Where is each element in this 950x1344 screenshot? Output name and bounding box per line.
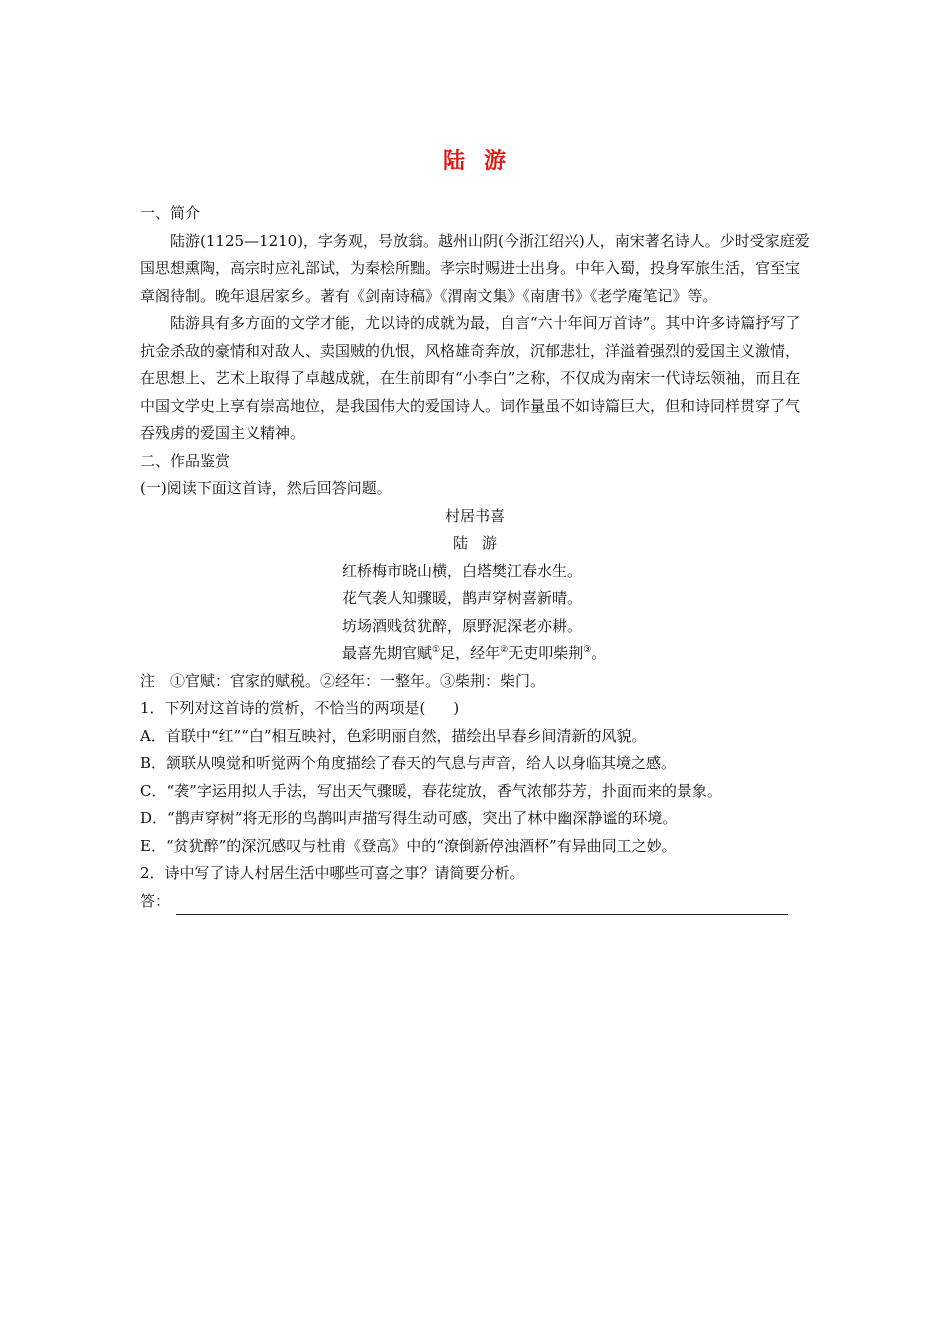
- poem-line: 花气袭人知骤暖，鹊声穿树喜新晴。: [342, 589, 583, 607]
- question-text: ): [453, 699, 460, 717]
- intro-paragraph-2: 陆游具有多方面的文学才能，尤以诗的成就为最，自言“六十年间万首诗”。其中许多诗篇抒写了抗金杀敌的豪情和对敌人、卖国贼的仇恨，风格雄奇奔放，沉郁悲壮，洋溢着强烈的爱国主义激情，在思想上、艺术上取得了卓越成就，在生前即有“小李白”之称，不仅成为南宋一代诗坛领袖，而且在中国文学史上享有崇高地位，是我国伟大的爱国诗人。词作量虽不如诗篇巨大，但和诗同样贯穿了气吞残虏的爱国主义精神。: [140, 314, 801, 442]
- poem-line-last: [342, 640, 810, 668]
- section-heading-appreciation: 二、作品鉴赏: [140, 451, 231, 470]
- poem-line: 坊场酒贱贫犹醉，原野泥深老亦耕。: [342, 616, 583, 635]
- poem-author-char-2: 游: [482, 534, 498, 552]
- question-1-stem: [140, 695, 810, 723]
- option-d: D．“鹊声穿树”将无形的鸟鹊叫声描写得生动可感，突出了林中幽深静谧的环境。: [140, 809, 678, 827]
- question-2-stem: 2．诗中写了诗人村居生活中哪些可喜之事？请简要分析。: [140, 864, 525, 882]
- title-char-1: 陆: [442, 148, 466, 174]
- intro-paragraph-1: 陆游(1125—1210)，字务观，号放翁。越州山阴(今浙江绍兴)人，南宋著名诗人。少时受家庭爱国思想熏陶，高宗时应礼部试，为秦桧所黜。孝宗时赐进士出身。中年入蜀，投身军旅生活，官至宝章阁待制。晚年退居家乡。著有《剑南诗稿》《渭南文集》《南唐书》《老学庵笔记》等。: [140, 231, 810, 305]
- question-text: 1．下列对这首诗的赏析，不恰当的两项是(: [140, 699, 426, 717]
- section-heading-intro: 一、简介: [140, 204, 201, 222]
- document-body: [140, 200, 810, 915]
- poem-lines: [140, 558, 810, 668]
- poem-author: [140, 530, 810, 558]
- option-c: C．“袭”字运用拟人手法，写出天气骤暖，春花绽放，香气浓郁芬芳，扑面而来的景象。: [140, 781, 722, 800]
- poem-text: 足，经年: [440, 644, 501, 662]
- poem-line: 红桥梅市晓山横，白塔樊江春水生。: [342, 561, 583, 580]
- poem-text: 无吏叩柴荆: [508, 644, 584, 662]
- option-b: B．颔联从嗅觉和听觉两个角度描绘了春天的气息与声音，给人以身临其境之感。: [140, 754, 677, 772]
- poem-text: 最喜先期官赋: [342, 644, 433, 662]
- title-char-2: 游: [484, 148, 508, 174]
- answer-label: 答：: [140, 891, 171, 910]
- footnote-mark: ①: [432, 645, 441, 655]
- option-a: A．首联中“红”“白”相互映衬，色彩明丽自然，描绘出早春乡间清新的风貌。: [140, 726, 647, 745]
- poem-author-char-1: 陆: [452, 534, 468, 552]
- annotation-note: 注 ①官赋：官家的赋税。②经年：一整年。③柴荆：柴门。: [140, 671, 546, 690]
- option-e: E．“贫犹醉”的深沉感叹与杜甫《登高》中的“潦倒新停浊酒杯”有异曲同工之妙。: [140, 836, 677, 855]
- answer-row: [140, 888, 810, 916]
- footnote-mark: ②: [500, 645, 509, 655]
- page-title: [0, 144, 950, 175]
- reading-instruction: (一)阅读下面这首诗，然后回答问题。: [140, 479, 392, 497]
- footnote-mark: ③: [583, 645, 592, 655]
- poem-text: 。: [591, 644, 607, 662]
- answer-line[interactable]: [176, 892, 788, 915]
- poem-title: 村居书喜: [444, 506, 505, 525]
